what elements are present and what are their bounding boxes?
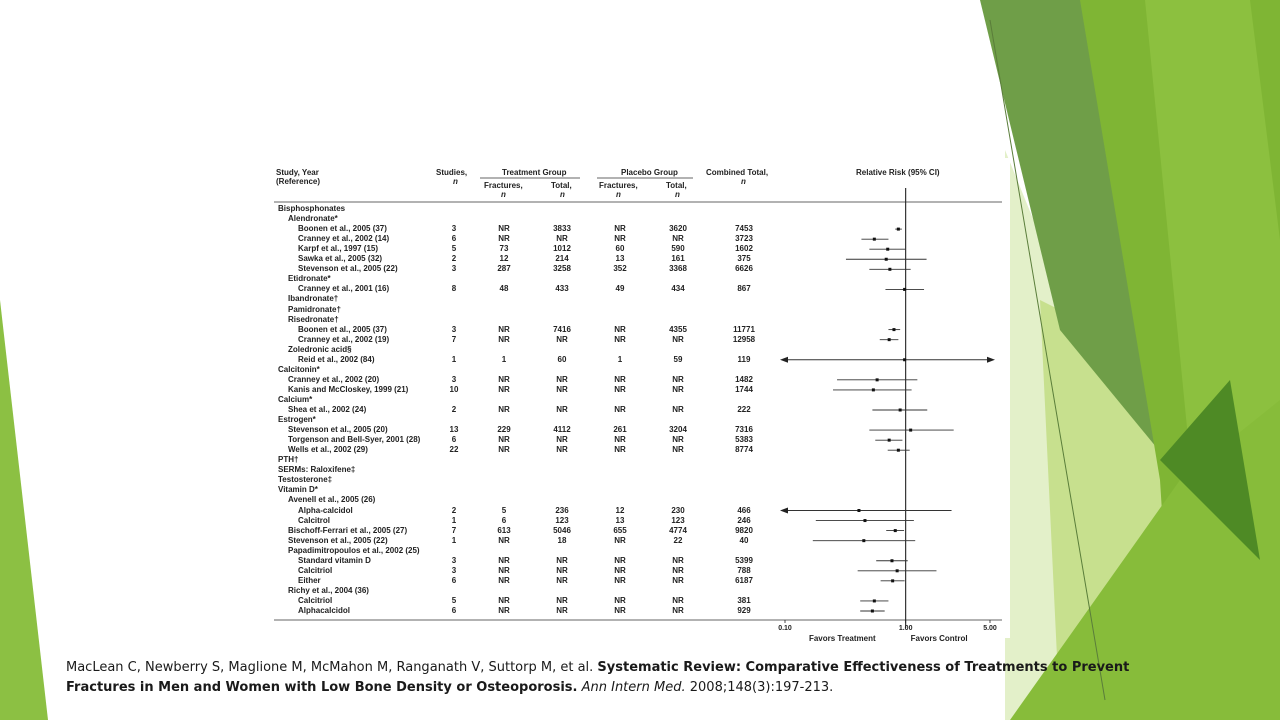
cell-pt: NR [672,445,684,455]
row-label: Ibandronate† [288,294,339,304]
cell-n: 6 [451,575,457,585]
cell-tf: NR [498,374,510,384]
row-label: Calcitriol [298,565,333,575]
cell-ct: 222 [737,405,751,414]
row-label: Calcitrol [298,515,331,525]
cell-ct: 246 [737,515,751,525]
row-label: PTH† [278,455,299,465]
cell-pf: 13 [615,515,625,525]
cell-ct: 788 [737,565,751,575]
cell-tf: 229 [497,425,511,435]
citation-journal: Ann Intern Med. [581,680,686,695]
row-label: Estrogen* [278,415,316,425]
cell-tf: NR [498,405,510,414]
row-label: Alphacalcidol [298,606,351,615]
cell-ct: 9820 [735,525,753,535]
point-estimate [909,429,912,432]
cell-pf: NR [614,595,626,605]
cell-tf: NR [498,535,510,545]
citation-authors: MacLean C, Newberry S, Maglione M, McMahon M, Ranganath V, Suttorp M, et al. [66,660,594,675]
treatment-group-header: Treatment Group [502,168,567,177]
cell-tf: NR [498,555,510,565]
citation [66,658,1166,698]
cell-ct: 119 [737,354,751,364]
cell-tt: 4112 [553,425,571,435]
cell-pt: 59 [673,354,683,364]
reference-header: (Reference) [276,177,321,186]
studies-n-header: n [453,177,458,186]
cell-tt: 7416 [553,324,571,334]
citation-title: Systematic Review: Comparative Effectiveness of Treatments to Prevent Fractures in Men and Women with Low Bone Density or Osteoporosis. [66,660,1130,695]
cell-tf: 287 [497,264,511,274]
point-estimate [890,559,893,562]
study-year-header: Study, Year [276,168,319,177]
cell-pf: 13 [615,254,625,264]
cell-pf: NR [614,445,626,455]
row-label: Cranney et al., 2001 (16) [298,284,390,294]
cell-tt: 60 [557,354,567,364]
point-estimate [871,610,874,613]
point-estimate [888,338,891,341]
cell-n: 6 [451,606,457,615]
cell-ct: 381 [737,595,751,605]
cell-tt: NR [556,595,568,605]
placebo-total-header: Total, [666,181,687,190]
point-estimate [896,569,899,572]
row-label: Etidronate* [288,274,331,284]
cell-tt: NR [556,374,568,384]
cell-n: 7 [451,525,457,535]
cell-pt: 434 [671,284,685,294]
cell-tf: 1 [501,354,507,364]
point-estimate [872,388,875,391]
cell-pt: 4774 [669,525,687,535]
ci-arrow-right [987,357,995,363]
cell-n: 7 [451,334,457,344]
cell-pt: 161 [671,254,685,264]
cell-pt: NR [672,555,684,565]
cell-tf: NR [498,606,510,615]
row-label: Zoledronic acid§ [288,344,352,354]
row-label: Stevenson et al., 2005 (20) [288,425,388,435]
cell-n: 1 [451,515,457,525]
row-label: Pamidronate† [288,304,341,314]
cell-ct: 1602 [735,244,753,254]
cell-ct: 375 [737,254,751,264]
cell-pt: NR [672,334,684,344]
cell-ct: 11771 [733,324,755,334]
studies-header: Studies, [436,168,468,177]
row-label: Papadimitropoulos et al., 2002 (25) [288,545,420,555]
point-estimate [892,328,895,331]
cell-ct: 7453 [735,224,753,234]
cell-ct: 466 [737,505,751,515]
cell-pt: NR [672,374,684,384]
cell-tf: 73 [499,244,509,254]
row-label: Boonen et al., 2005 (37) [298,324,387,334]
cell-pt: NR [672,565,684,575]
point-estimate [873,238,876,241]
treatment-total-header: Total, [551,181,572,190]
cell-pt: 590 [671,244,685,254]
cell-tt: NR [556,606,568,615]
cell-pt: NR [672,384,684,394]
citation-details: 2008;148(3):197-213. [689,680,834,695]
cell-n: 3 [451,324,457,334]
cell-n: 3 [451,565,457,575]
cell-tf: NR [498,435,510,445]
point-estimate [873,599,876,602]
cell-pf: 352 [613,264,627,274]
cell-pf: NR [614,435,626,445]
cell-pt: NR [672,575,684,585]
cell-n: 5 [451,244,457,254]
point-estimate [903,288,906,291]
point-estimate [886,248,889,251]
cell-pf: NR [614,555,626,565]
point-estimate [897,228,900,231]
row-label: Shea et al., 2002 (24) [288,405,367,414]
row-label: Cranney et al., 2002 (20) [288,374,380,384]
cell-n: 2 [451,405,457,414]
cell-n: 3 [451,224,457,234]
cell-n: 22 [449,445,459,455]
x-tick-label: 0.10 [778,625,792,632]
cell-pf: NR [614,224,626,234]
row-label: Bischoff-Ferrari et al., 2005 (27) [288,525,408,535]
cell-pf: NR [614,374,626,384]
row-label: Alendronate* [288,214,338,224]
cell-tf: NR [498,234,510,244]
row-label: Wells et al., 2002 (29) [288,445,368,455]
cell-tt: NR [556,405,568,414]
cell-tt: 1012 [553,244,571,254]
point-estimate [903,358,906,361]
cell-tt: 236 [555,505,569,515]
cell-tt: 214 [555,254,569,264]
cell-n: 2 [451,254,457,264]
cell-tt: NR [556,565,568,575]
treatment-fractures-n: n [501,190,506,199]
cell-pf: 60 [615,244,625,254]
cell-tt: NR [556,384,568,394]
forest-plot-table [270,158,1010,643]
point-estimate [894,529,897,532]
x-tick-label: 5.00 [983,625,997,632]
favors-treatment-label: Favors Treatment [808,634,876,643]
row-label: Stevenson et al., 2005 (22) [288,535,388,545]
cell-tf: NR [498,445,510,455]
cell-n: 1 [451,354,457,364]
row-label: Calcitriol [298,595,333,605]
cell-n: 6 [451,234,457,244]
row-label: Richy et al., 2004 (36) [288,585,369,595]
row-label: Karpf et al., 1997 (15) [298,244,379,254]
cell-tf: 48 [499,284,509,294]
cell-ct: 12958 [732,334,756,344]
cell-tf: 5 [501,505,507,515]
cell-ct: 1482 [735,374,753,384]
x-tick-label: 1.00 [898,625,913,632]
row-label: Stevenson et al., 2005 (22) [298,264,398,274]
cell-tt: NR [556,334,568,344]
cell-pt: 3368 [669,264,687,274]
cell-pf: 49 [615,284,625,294]
cell-pt: NR [672,234,684,244]
row-label: Reid et al., 2002 (84) [298,354,375,364]
cell-n: 2 [451,505,457,515]
cell-pf: NR [614,606,626,615]
cell-n: 8 [451,284,457,294]
favors-control-label: Favors Control [910,634,968,643]
cell-ct: 1744 [735,384,753,394]
combined-n-header: n [741,177,746,186]
cell-tf: NR [498,224,510,234]
row-label: Bisphosphonates [278,204,346,213]
cell-pt: 3204 [669,425,687,435]
cell-pf: NR [614,334,626,344]
cell-pt: NR [672,405,684,414]
ci-arrow-left [780,357,788,363]
cell-tf: 6 [501,515,507,525]
row-label: Boonen et al., 2005 (37) [298,224,387,234]
cell-tt: 433 [555,284,569,294]
cell-ct: 8774 [735,445,753,455]
cell-tf: NR [498,334,510,344]
cell-tf: 12 [499,254,509,264]
cell-pf: NR [614,565,626,575]
row-label: Either [298,575,321,585]
point-estimate [888,268,891,271]
cell-tt: 5046 [553,525,571,535]
cell-pf: NR [614,405,626,414]
row-label: SERMs: Raloxifene‡ [278,465,356,475]
cell-ct: 929 [737,606,751,615]
cell-n: 3 [451,555,457,565]
cell-n: 1 [451,535,457,545]
cell-tf: NR [498,575,510,585]
row-label: Kanis and McCloskey, 1999 (21) [288,384,409,394]
point-estimate [862,539,865,542]
cell-pf: NR [614,575,626,585]
cell-ct: 5399 [735,555,753,565]
cell-pf: 261 [613,425,627,435]
row-label: Testosterone‡ [278,475,333,485]
row-label: Avenell et al., 2005 (26) [288,495,376,505]
cell-tf: NR [498,324,510,334]
placebo-fractures-n: n [616,190,621,199]
treatment-total-n: n [560,190,565,199]
treatment-fractures-header: Fractures, [484,181,523,190]
cell-tf: 613 [497,525,511,535]
cell-pt: 123 [671,515,685,525]
cell-ct: 867 [737,284,751,294]
point-estimate [885,258,888,261]
cell-n: 13 [449,425,459,435]
point-estimate [876,378,879,381]
point-estimate [863,519,866,522]
cell-tt: 18 [557,535,567,545]
cell-tt: NR [556,445,568,455]
cell-pt: NR [672,595,684,605]
cell-n: 3 [451,374,457,384]
placebo-fractures-header: Fractures, [599,181,638,190]
cell-n: 3 [451,264,457,274]
cell-pf: 655 [613,525,627,535]
row-label: Cranney et al., 2002 (14) [298,234,390,244]
cell-ct: 5383 [735,435,753,445]
cell-tt: 3833 [553,224,571,234]
placebo-group-header: Placebo Group [621,168,678,177]
cell-pf: NR [614,234,626,244]
cell-tf: NR [498,384,510,394]
cell-pf: NR [614,535,626,545]
left-green-sliver [0,300,48,720]
cell-pt: 3620 [669,224,687,234]
cell-ct: 6626 [735,264,753,274]
cell-tt: 3258 [553,264,571,274]
cell-pf: 12 [615,505,625,515]
cell-pt: NR [672,606,684,615]
row-label: Calcitonin* [278,364,320,374]
ci-arrow-left [780,508,788,514]
row-label: Standard vitamin D [298,555,371,565]
cell-ct: 6187 [735,575,753,585]
relative-risk-header: Relative Risk (95% CI) [856,168,940,177]
cell-tt: NR [556,435,568,445]
point-estimate [891,579,894,582]
cell-n: 6 [451,435,457,445]
point-estimate [897,449,900,452]
cell-pt: NR [672,435,684,445]
cell-ct: 7316 [735,425,753,435]
cell-tt: NR [556,575,568,585]
cell-n: 10 [449,384,459,394]
row-label: Alpha-calcidol [298,505,353,515]
cell-pf: 1 [617,354,623,364]
row-label: Torgenson and Bell-Syer, 2001 (28) [288,435,421,445]
cell-tt: NR [556,555,568,565]
row-label: Calcium* [278,394,313,404]
cell-tf: NR [498,565,510,575]
point-estimate [888,439,891,442]
cell-tt: 123 [555,515,569,525]
cell-n: 5 [451,595,457,605]
cell-pf: NR [614,324,626,334]
cell-pt: 230 [671,505,685,515]
point-estimate [899,409,902,412]
cell-pt: 4355 [669,324,687,334]
cell-pf: NR [614,384,626,394]
row-label: Sawka et al., 2005 (32) [298,254,383,264]
row-label: Cranney et al., 2002 (19) [298,334,390,344]
point-estimate [857,509,860,512]
row-label: Vitamin D* [278,485,318,495]
row-label: Risedronate† [288,314,339,324]
cell-tt: NR [556,234,568,244]
combined-total-header: Combined Total, [706,168,769,177]
cell-ct: 3723 [735,234,753,244]
cell-ct: 40 [739,535,749,545]
cell-pt: 22 [673,535,683,545]
placebo-total-n: n [675,190,680,199]
cell-tf: NR [498,595,510,605]
